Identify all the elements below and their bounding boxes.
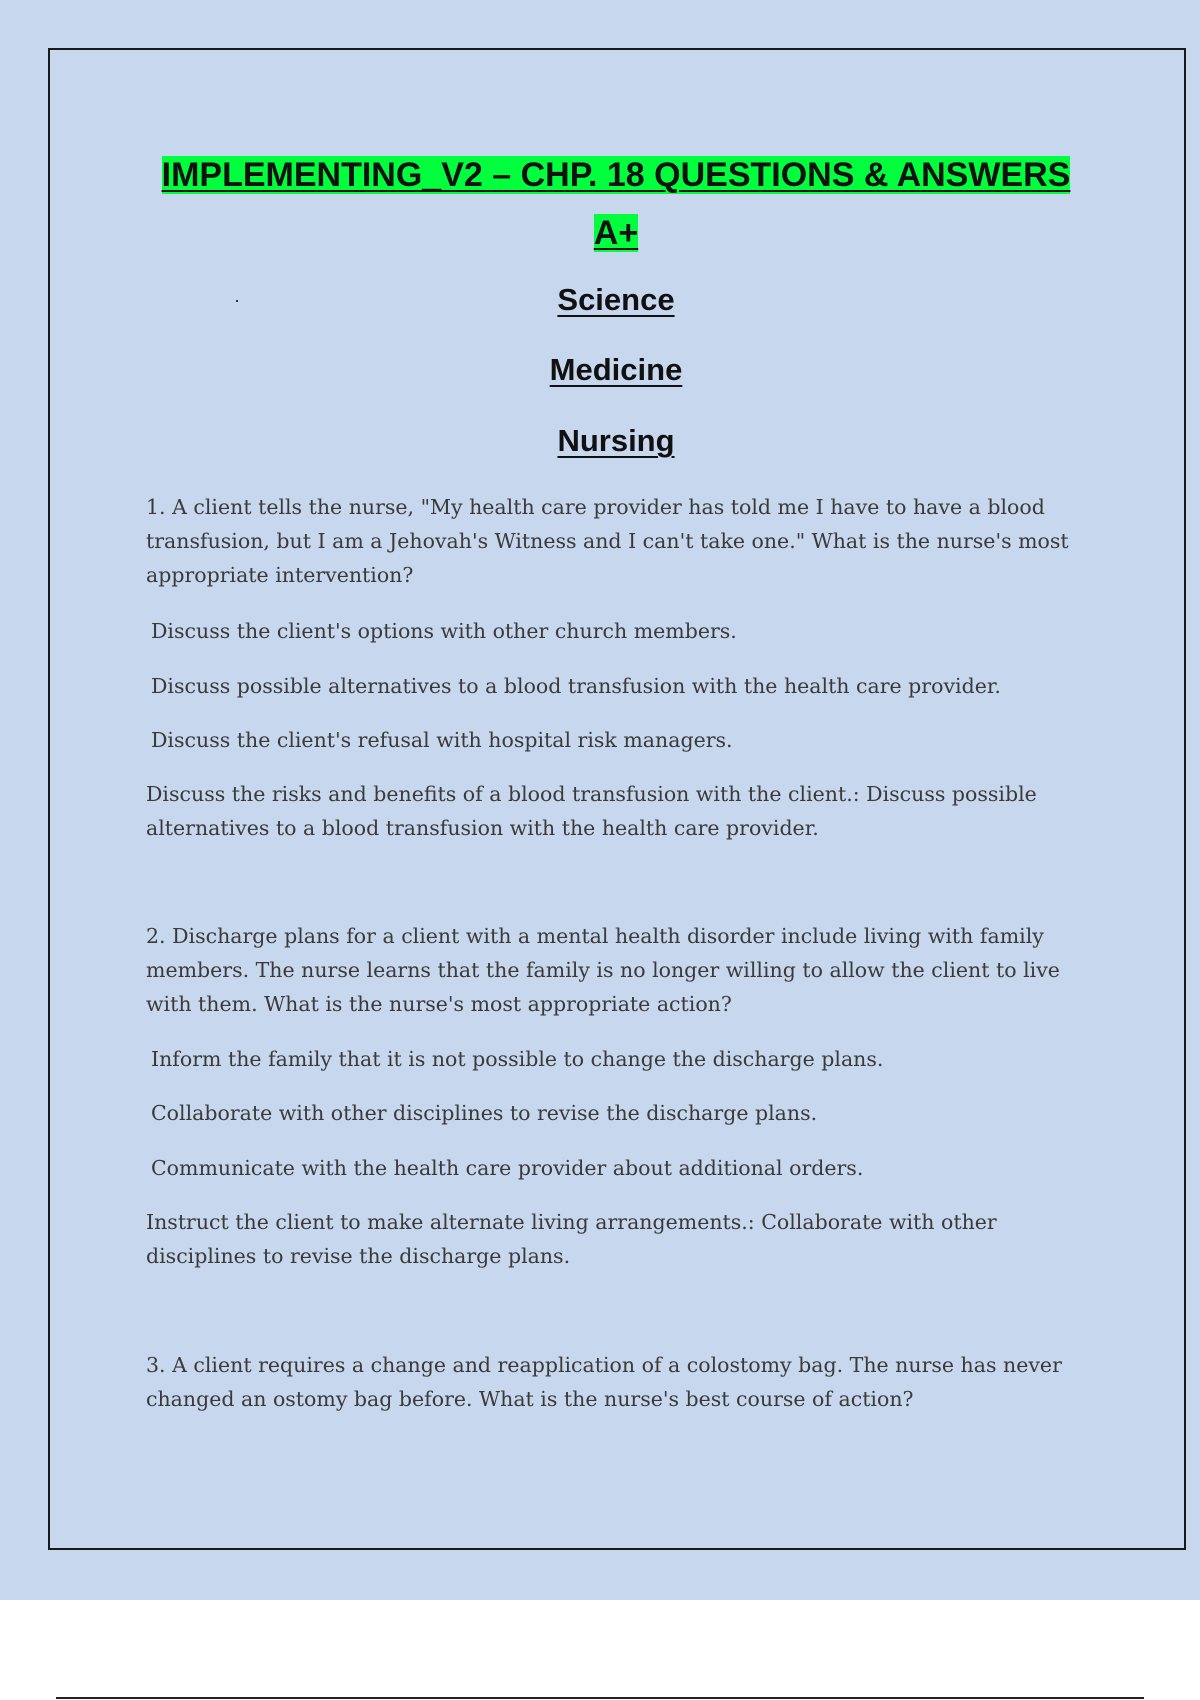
question-1-stem: 1. A client tells the nurse, "My health care provider has told me I have to have a blood transfusion, but I am a Jehovah's Witness and I can't take one." What is the nurse's most appropriate intervention?: [146, 495, 1069, 587]
subject-medicine: Medicine: [549, 352, 683, 387]
question-2-option-4-answer: Instruct the client to make alternate living arrangements.: Collaborate with other disciplines to revise the discharge plans.: [146, 1210, 997, 1268]
document-title: [100, 146, 1132, 262]
question-2-option-2: Collaborate with other disciplines to revise the discharge plans.: [151, 1101, 818, 1125]
question-1-option-2: Discuss possible alternatives to a blood transfusion with the health care provider.: [151, 674, 1001, 698]
subject-nursing: Nursing: [557, 423, 675, 458]
question-2-option-3: Communicate with the health care provider about additional orders.: [151, 1156, 864, 1180]
question-2-stem: 2. Discharge plans for a client with a mental health disorder include living with family members. The nurse learns that the family is no longer willing to allow the client to live with them. What is the nurse's most appropriate action?: [146, 924, 1060, 1016]
footer-rule: [56, 1697, 1144, 1699]
question-2-option-1: Inform the family that it is not possible to change the discharge plans.: [151, 1047, 884, 1071]
question-1-option-3: Discuss the client's refusal with hospital risk managers.: [151, 728, 733, 752]
question-3-stem: 3. A client requires a change and reapplication of a colostomy bag. The nurse has never changed an ostomy bag before. What is the nurse's best course of action?: [146, 1353, 1062, 1411]
question-1-option-4-answer: Discuss the risks and benefits of a blood transfusion with the client.: Discuss possible alternatives to a blood transfusion with the health care provider.: [146, 782, 1037, 840]
subject-science: Science: [557, 282, 675, 317]
question-1-option-1: Discuss the client's options with other church members.: [151, 619, 737, 643]
title-line-2: A+: [593, 214, 639, 252]
title-line-1: IMPLEMENTING_V2 – CHP. 18 QUESTIONS & ANSWERS: [161, 156, 1071, 194]
